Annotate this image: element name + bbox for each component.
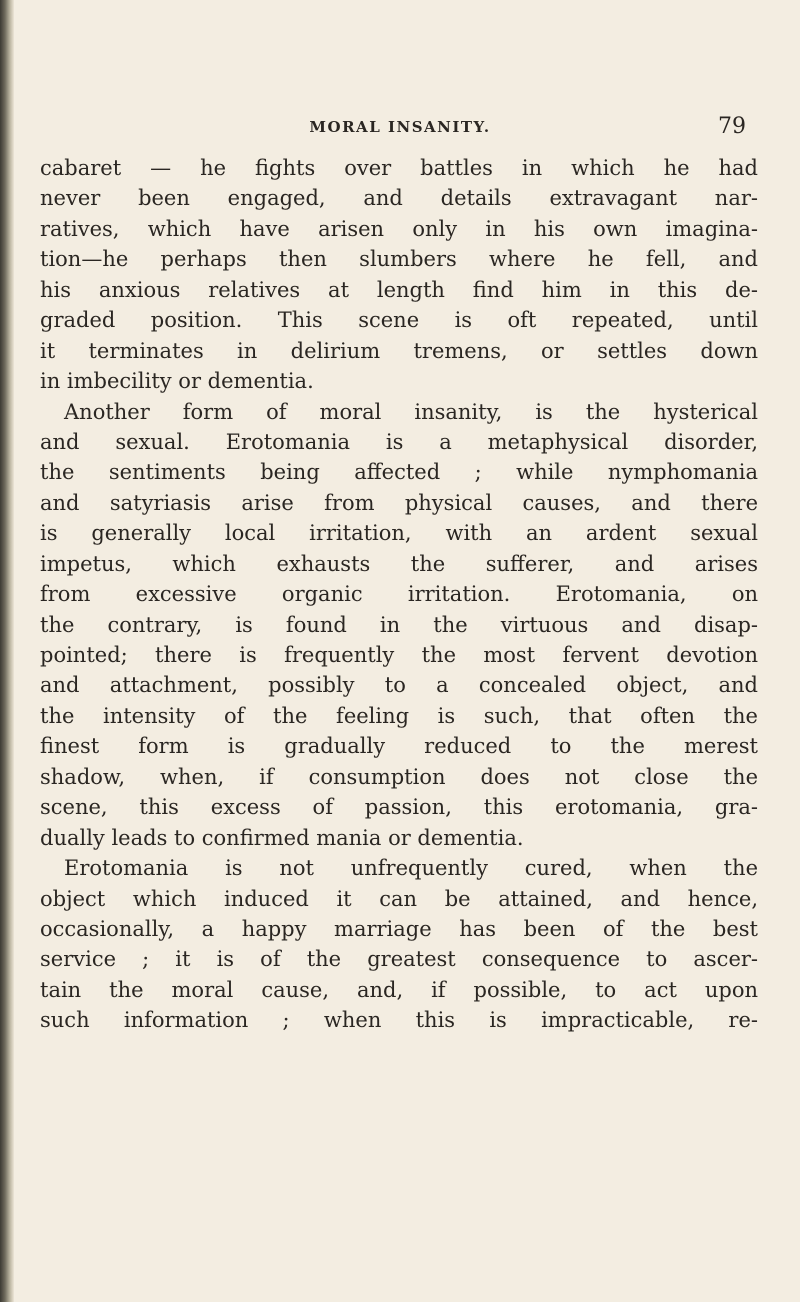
body-text (40, 153, 758, 1036)
text-line: never been engaged, and details extravagant nar- (40, 186, 758, 211)
text-line: tion—he perhaps then slumbers where he fell, and (40, 247, 758, 272)
text-line: service ; it is of the greatest consequence to ascer- (40, 947, 758, 972)
text-line: shadow, when, if consumption does not close the (40, 764, 758, 789)
text-line: impetus, which exhausts the sufferer, and arises (40, 551, 758, 576)
text-line: scene, this excess of passion, this erotomania, gra- (40, 795, 758, 820)
text-line: object which induced it can be attained, and hence, (40, 886, 758, 911)
text-line: it terminates in delirium tremens, or settles down (40, 338, 758, 363)
text-line: the sentiments being affected ; while nymphomania (40, 460, 758, 485)
text-line: from excessive organic irritation. Erotomania, on (40, 582, 758, 607)
text-line: ratives, which have arisen only in his own imagina- (40, 216, 758, 241)
text-line: occasionally, a happy marriage has been of the best (40, 916, 758, 941)
text-line: and sexual. Erotomania is a metaphysical disorder, (40, 429, 758, 454)
text-line: Another form of moral insanity, is the hysterical (64, 399, 758, 424)
text-line: the intensity of the feeling is such, that often the (40, 703, 758, 728)
text-line: pointed; there is frequently the most fervent devotion (40, 643, 758, 667)
text-line: and attachment, possibly to a concealed object, and (40, 673, 758, 698)
text-line: the contrary, is found in the virtuous and disap- (40, 612, 758, 637)
page-binding-edge (0, 0, 14, 1302)
text-line: his anxious relatives at length find him in this de- (40, 277, 758, 302)
text-line: and satyriasis arise from physical causes, and there (40, 490, 758, 515)
paragraph (40, 853, 758, 1036)
page-number: 79 (718, 114, 746, 139)
text-line: graded position. This scene is oft repeated, until (40, 308, 758, 333)
text-line: dually leads to confirmed mania or dementia. (40, 825, 524, 850)
running-head: MORAL INSANITY. (309, 118, 491, 136)
text-line: finest form is gradually reduced to the merest (40, 734, 758, 759)
text-line: Erotomania is not unfrequently cured, when the (64, 856, 758, 881)
text-line: such information ; when this is impracticable, re- (40, 1008, 758, 1033)
text-line: cabaret — he fights over battles in which he had (40, 156, 758, 180)
paragraph (40, 153, 758, 397)
text-line: tain the moral cause, and, if possible, to act upon (40, 977, 758, 1002)
text-line: is generally local irritation, with an ardent sexual (40, 521, 758, 546)
text-line: in imbecility or dementia. (40, 369, 314, 394)
page-header (0, 114, 800, 148)
paragraph (40, 397, 758, 854)
